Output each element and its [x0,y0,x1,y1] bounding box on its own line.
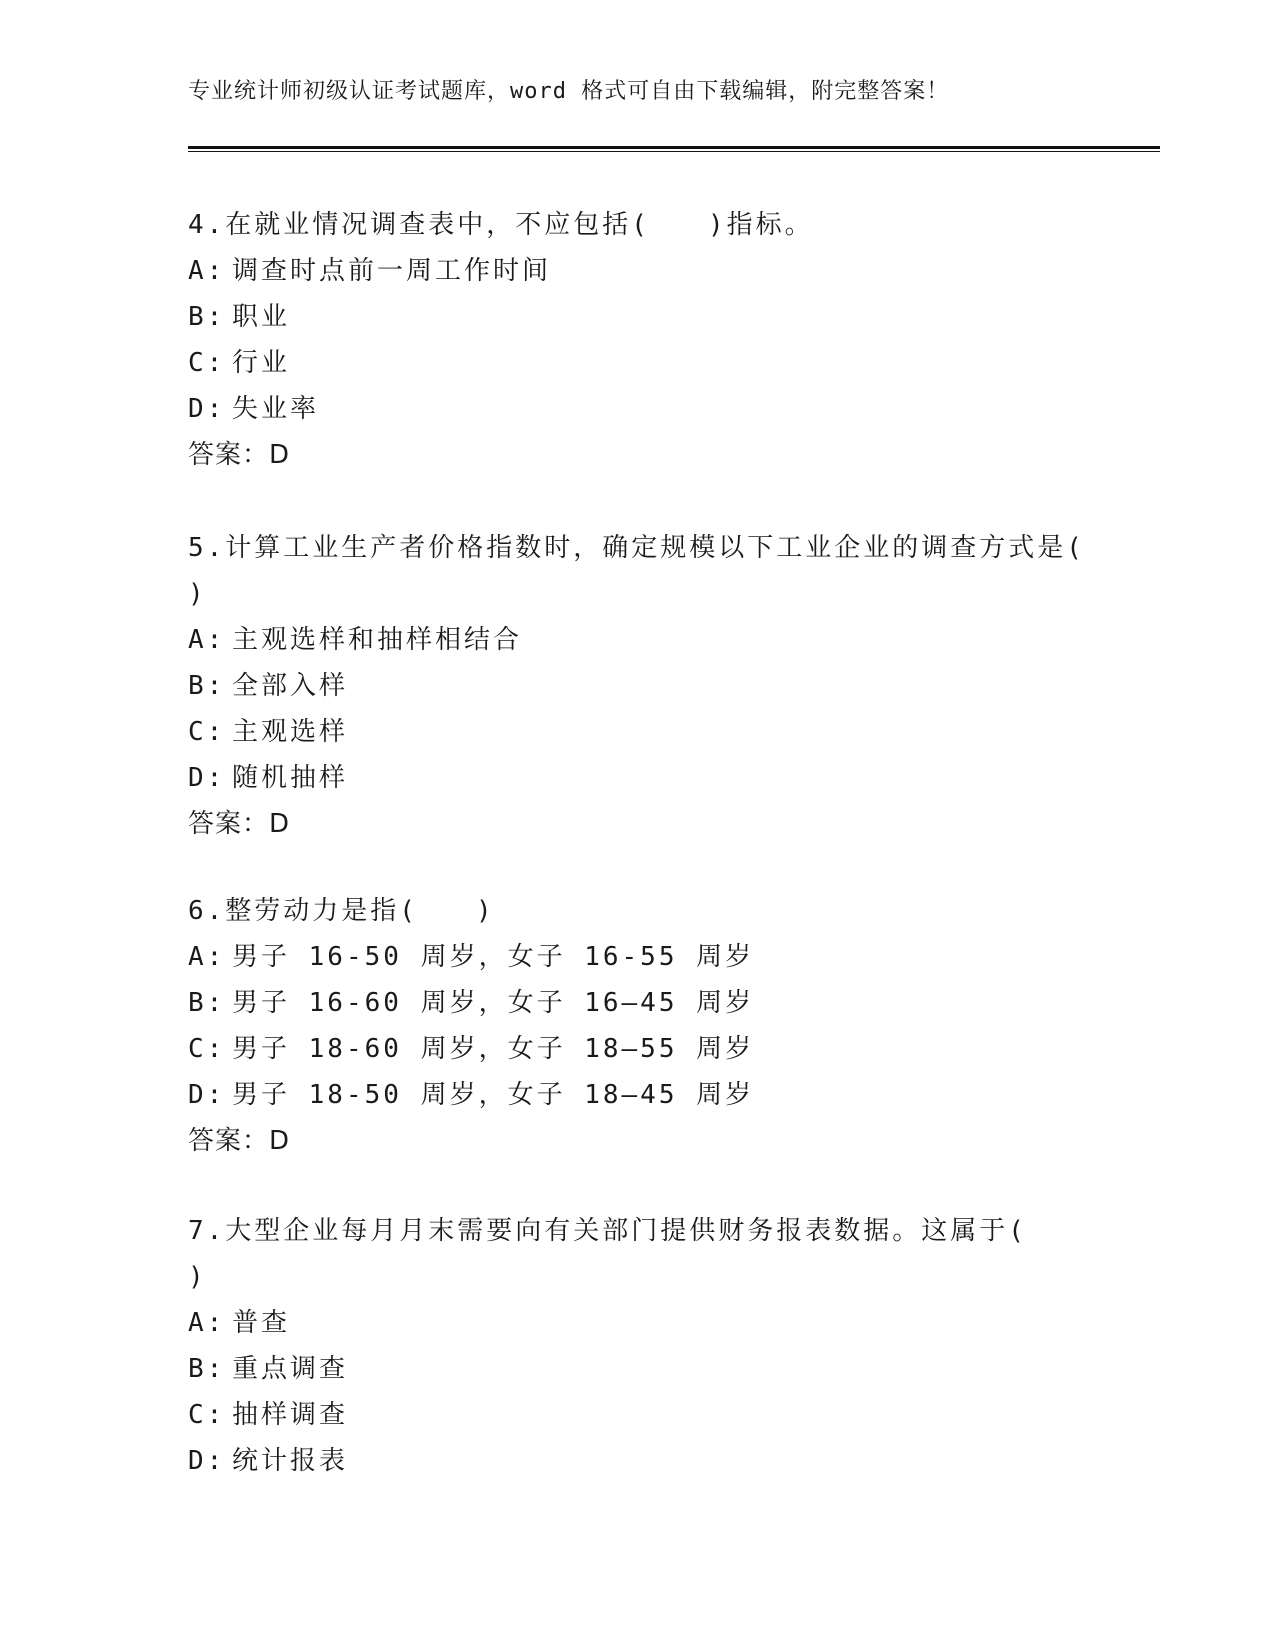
option-d [188,1072,1088,1118]
option-a [188,934,1088,980]
question-5 [188,525,1088,847]
option-b [188,663,1088,709]
option-text: 主观选样和抽样相结合 [232,625,523,655]
option-text: 男子 16-50 周岁，女子 16-55 周岁 [232,942,755,972]
option-b [188,1346,1088,1392]
option-letter: B: [188,671,226,701]
question-7 [188,1208,1088,1484]
option-text: 主观选样 [232,717,349,747]
option-letter: D: [188,1446,226,1476]
option-letter: A: [188,625,226,655]
stem-line-1: 5.计算工业生产者价格指数时，确定规模以下工业企业的调查方式是( [188,533,1085,563]
option-letter: D: [188,763,226,793]
option-text: 行业 [232,348,291,378]
option-text: 职业 [232,302,291,332]
option-d [188,755,1088,801]
option-text: 统计报表 [232,1446,349,1476]
option-letter: C: [188,348,226,378]
header-rule-thick [188,146,1160,149]
option-a [188,248,1088,294]
answer-line: 答案：D [188,440,291,470]
option-b [188,294,1088,340]
stem-line-2: ) [188,1262,207,1292]
question-6 [188,888,1088,1164]
answer-line: 答案：D [188,809,291,839]
option-letter: D: [188,394,226,424]
question-stem: 4.在就业情况调查表中，不应包括( )指标。 [188,210,814,240]
option-letter: B: [188,302,226,332]
answer-line: 答案：D [188,1126,291,1156]
option-text: 重点调查 [232,1354,349,1384]
option-letter: C: [188,1400,226,1430]
option-letter: C: [188,1034,226,1064]
option-text: 抽样调查 [232,1400,349,1430]
option-text: 男子 16-60 周岁，女子 16—45 周岁 [232,988,755,1018]
option-text: 调查时点前一周工作时间 [232,256,552,286]
question-4 [188,202,1088,478]
option-letter: D: [188,1080,226,1110]
option-c [188,709,1088,755]
question-stem [188,525,1088,617]
option-c [188,1026,1088,1072]
option-d [188,1438,1088,1484]
option-letter: C: [188,717,226,747]
option-b [188,980,1088,1026]
question-stem: 6.整劳动力是指( ) [188,896,495,926]
option-letter: A: [188,256,226,286]
option-a [188,1300,1088,1346]
option-letter: B: [188,1354,226,1384]
option-text: 随机抽样 [232,763,349,793]
stem-line-1: 7.大型企业每月月末需要向有关部门提供财务报表数据。这属于( [188,1216,1027,1246]
option-d [188,386,1088,432]
header-rule-thin [188,151,1160,152]
option-letter: A: [188,1308,226,1338]
option-c [188,1392,1088,1438]
option-text: 全部入样 [232,671,349,701]
option-text: 男子 18-60 周岁，女子 18—55 周岁 [232,1034,755,1064]
option-text: 普查 [232,1308,291,1338]
page-header: 专业统计师初级认证考试题库，word 格式可自由下载编辑，附完整答案！ [188,79,950,104]
option-text: 失业率 [232,394,320,424]
option-a [188,617,1088,663]
option-text: 男子 18-50 周岁，女子 18—45 周岁 [232,1080,755,1110]
option-c [188,340,1088,386]
stem-line-2: ) [188,579,207,609]
question-stem [188,1208,1088,1300]
option-letter: A: [188,942,226,972]
option-letter: B: [188,988,226,1018]
